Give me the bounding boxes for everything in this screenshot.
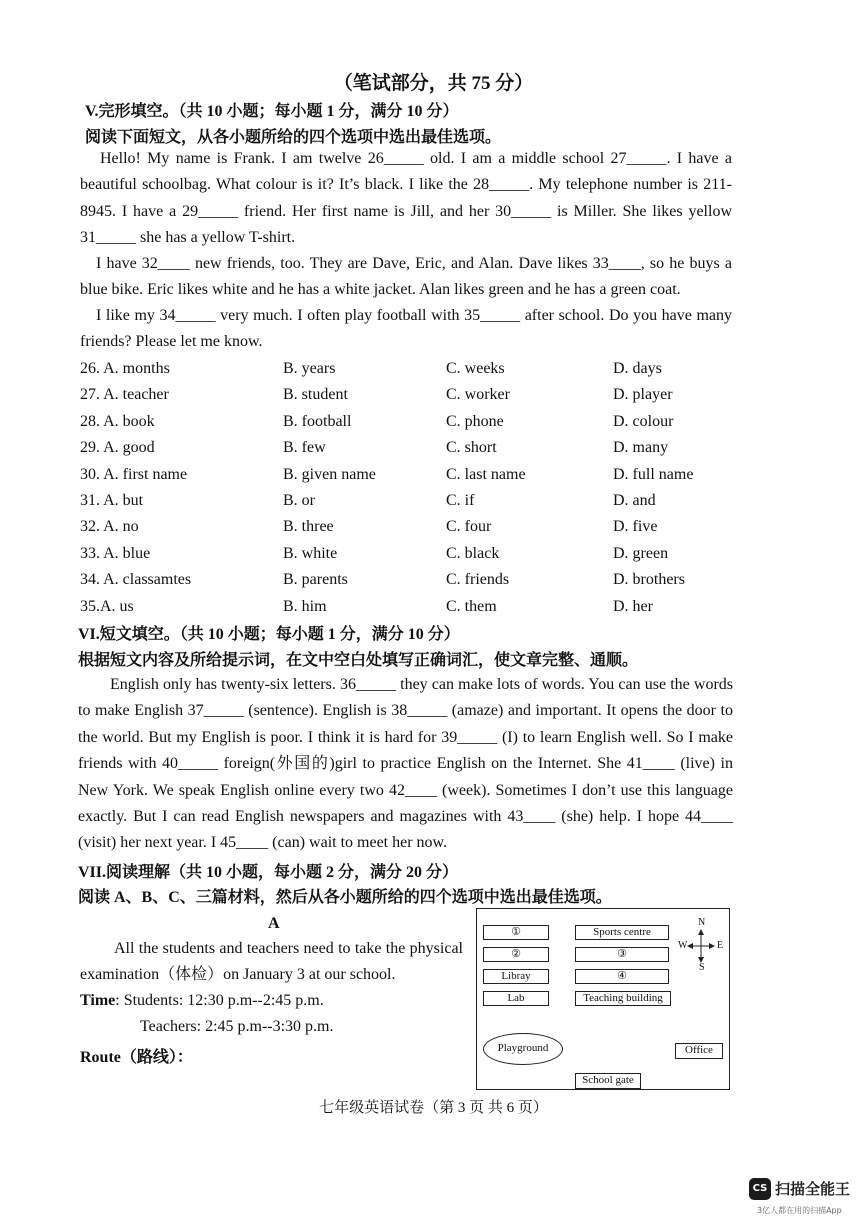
compass-icon xyxy=(677,917,723,973)
map-playground: Playground xyxy=(483,1033,563,1065)
option-31-b: B. or xyxy=(283,492,315,509)
map-teaching-building: Teaching building xyxy=(575,991,671,1006)
school-map xyxy=(476,908,730,1090)
camscanner-logo-icon: CS xyxy=(749,1178,771,1200)
cloze-paragraph-2: I have 32____ new friends, too. They are Dave, Eric, and Alan. Dave likes 33____, so he buys a blue bike. Eric likes white and he has a white jacket. Alan likes green and he has a green coat. xyxy=(80,255,732,299)
option-27-d: D. player xyxy=(613,386,673,404)
section-6-heading: VI.短文填空。（共 10 小题；每小题 1 分，满分 10 分） xyxy=(78,626,460,643)
option-29-a: 29. A. good xyxy=(80,439,155,457)
option-28-d: D. colour xyxy=(613,412,674,430)
option-28-c: C. phone xyxy=(446,412,504,430)
option-34-c: C. friends xyxy=(446,571,510,589)
time-label: Time xyxy=(80,992,116,1009)
option-29-b: B. few xyxy=(283,439,326,457)
option-34-d: D. brothers xyxy=(613,571,685,589)
section-7-instruction: 阅读 A、B、C、三篇材料，然后从各小题所给的四个选项中选出最佳选项。 xyxy=(78,889,612,906)
option-28-b: B. football xyxy=(283,412,352,430)
watermark-name: 扫描全能王 xyxy=(775,1180,851,1198)
map-slot-4: ④ xyxy=(575,969,669,984)
time-line-students xyxy=(80,992,324,1010)
section-6-instruction: 根据短文内容及所给提示词，在文中空白处填写正确词汇，使文章完整、通顺。 xyxy=(78,652,639,669)
option-35-d: D. her xyxy=(613,597,653,615)
option-29-c: C. short xyxy=(446,439,497,457)
option-31-d: D. and xyxy=(613,492,656,509)
option-30-d: D. full name xyxy=(613,465,694,483)
option-32-b: B. three xyxy=(283,518,334,536)
option-34-b: B. parents xyxy=(283,571,348,589)
compass-e: E xyxy=(717,940,724,951)
time-teachers: Teachers: 2:45 p.m--3:30 p.m. xyxy=(140,1018,334,1035)
option-27-a: 27. A. teacher xyxy=(80,386,169,404)
compass-s: S xyxy=(699,962,705,973)
passage-a-text: All the students and teachers need to take the physical examination（体检）on January 3 at our school. xyxy=(80,940,463,984)
option-32-a: 32. A. no xyxy=(80,518,139,536)
map-slot-3: ③ xyxy=(575,947,669,962)
option-26-a: 26. A. months xyxy=(80,360,170,377)
section-5-instruction: 阅读下面短文，从各小题所给的四个选项中选出最佳选项。 xyxy=(85,129,502,146)
passage-label: A xyxy=(268,915,280,932)
option-26-c: C. weeks xyxy=(446,360,505,377)
cloze-paragraph-1: Hello! My name is Frank. I am twelve 26_____ old. I am a middle school 27_____. I have a beautiful schoolbag. What colour is it? It’s black. I like the 28_____. My telephone number is 211-8945. I have a 29_____ friend. Her first name is Jill, and her 30_____ is Miller. She likes yellow 31_____ she has a yellow T-shirt. xyxy=(80,150,732,247)
option-33-a: 33. A. blue xyxy=(80,544,151,562)
map-slot-2: ② xyxy=(483,947,549,962)
option-31-c: C. if xyxy=(446,492,475,509)
time-students: : Students: 12:30 p.m--2:45 p.m. xyxy=(115,992,324,1009)
section-5-heading: V.完形填空。（共 10 小题；每小题 1 分，满分 10 分） xyxy=(85,103,459,120)
route-label: Route（路线）： xyxy=(80,1049,193,1066)
option-35-b: B. him xyxy=(283,597,327,615)
option-35-a: 35.A. us xyxy=(80,597,134,615)
page-footer: 七年级英语试卷（第 3 页 共 6 页） xyxy=(319,1100,548,1116)
option-33-d: D. green xyxy=(613,544,669,562)
option-26-b: B. years xyxy=(283,360,336,377)
fill-in-paragraph: English only has twenty-six letters. 36_____ they can make lots of words. You can use the words to make English 37_____ (sentence). English is 38_____ (amaze) and important. It opens the door to the world. But my English is poor. I think it is hard for 39_____ (I) to learn English well. So I make friends with 40_____ foreign(外国的)girl to practice English on the Internet. She 41____ (live) in New York. We speak English online every two 42____ (week). Sometimes I don’t use this language exactly. But I can read English newspapers and magazines with 43____ (she) help. I hope 44____ (visit) her next year. I 45____ (can) wait to meet her now. xyxy=(78,676,733,852)
option-32-c: C. four xyxy=(446,518,492,536)
option-34-a: 34. A. classamtes xyxy=(80,571,192,589)
option-29-d: D. many xyxy=(613,439,669,457)
option-32-d: D. five xyxy=(613,518,658,536)
map-sports-centre: Sports centre xyxy=(575,925,669,940)
option-31-a: 31. A. but xyxy=(80,492,144,509)
map-lab: Lab xyxy=(483,991,549,1006)
compass-n: N xyxy=(698,917,706,928)
option-27-b: B. student xyxy=(283,386,348,404)
option-35-c: C. them xyxy=(446,597,497,615)
map-office: Office xyxy=(675,1043,723,1059)
map-slot-1: ① xyxy=(483,925,549,940)
cloze-paragraph-3: I like my 34_____ very much. I often play football with 35_____ after school. Do you have many friends? Please let me know. xyxy=(80,307,732,351)
watermark-tagline: 3亿人都在用的扫描App xyxy=(757,1206,842,1215)
map-school-gate: School gate xyxy=(575,1073,641,1089)
map-library: Libray xyxy=(483,969,549,984)
option-26-d: D. days xyxy=(613,360,662,377)
page-title: （笔试部分，共 75 分） xyxy=(333,73,534,94)
option-30-b: B. given name xyxy=(283,465,376,483)
option-33-b: B. white xyxy=(283,544,338,562)
option-30-c: C. last name xyxy=(446,465,526,483)
option-33-c: C. black xyxy=(446,544,500,562)
option-27-c: C. worker xyxy=(446,386,510,404)
option-28-a: 28. A. book xyxy=(80,412,155,430)
section-7-heading: VII.阅读理解（共 10 小题，每小题 2 分，满分 20 分） xyxy=(78,864,459,881)
option-30-a: 30. A. first name xyxy=(80,465,188,483)
compass-w: W xyxy=(678,940,688,951)
